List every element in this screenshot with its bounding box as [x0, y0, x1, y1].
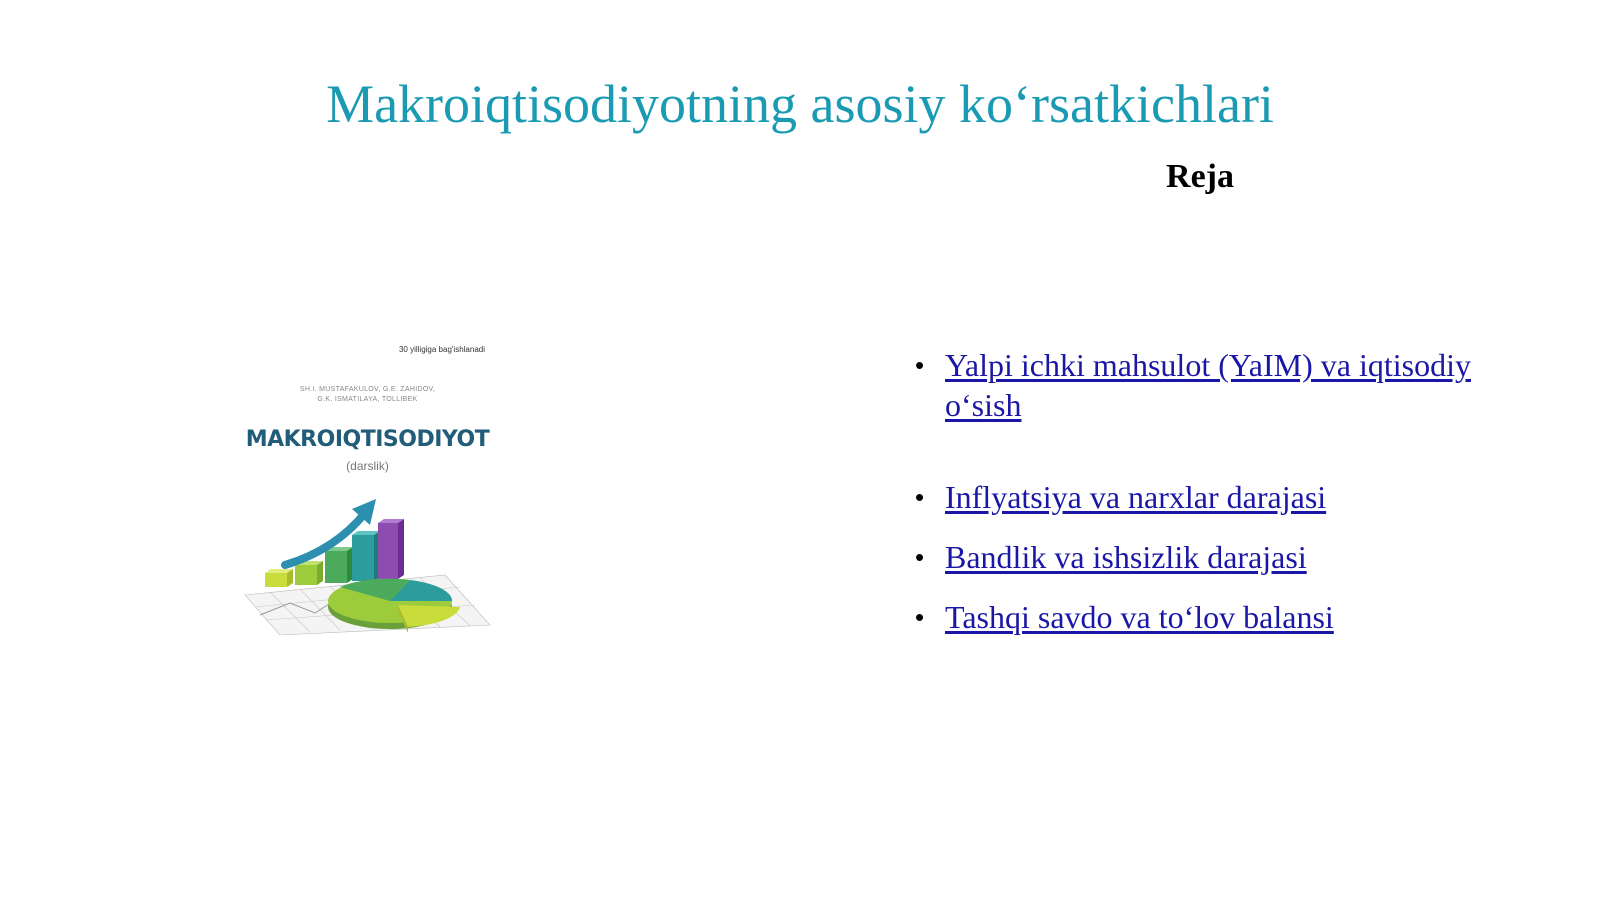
- bar-4: [352, 531, 380, 581]
- plan-link-trade[interactable]: Tashqi savdo va to‘lov balansi: [945, 599, 1334, 635]
- bullet-icon: •: [915, 482, 925, 512]
- list-item: [915, 477, 1515, 517]
- book-title: MAKROIQTISODIYOT: [245, 427, 490, 452]
- bar-1: [265, 569, 293, 587]
- bar-3: [325, 547, 353, 583]
- book-cover-image: [240, 345, 495, 645]
- book-subtitle: (darslik): [346, 459, 389, 473]
- slide-title: Makroiqtisodiyotning asosiy ko‘rsatkichlari: [326, 74, 1274, 134]
- plan-link-employment[interactable]: Bandlik va ishsizlik darajasi: [945, 539, 1307, 575]
- book-authors-line2: G.K. ISMATILAYA, TOLLIBEK: [317, 396, 418, 403]
- list-item: [915, 597, 1515, 637]
- slide-subtitle: Reja: [1166, 158, 1234, 195]
- bullet-icon: •: [915, 350, 925, 380]
- book-authors: [240, 385, 495, 405]
- book-authors-line1: SH.I. MUSTAFAKULOV, G.E. ZAHIDOV,: [299, 386, 436, 393]
- book-tagline: [399, 345, 485, 355]
- bullet-icon: •: [915, 602, 925, 632]
- plan-link-inflation[interactable]: Inflyatsiya va narxlar darajasi: [945, 479, 1327, 515]
- bar-group: [265, 519, 404, 587]
- list-item: [915, 537, 1515, 577]
- plan-list: [915, 345, 1515, 637]
- bar-2: [295, 561, 323, 585]
- book-tagline-text: 30 yilligiga bag'ishlanadi: [398, 345, 485, 354]
- plan-link-gdp[interactable]: Yalpi ichki mahsulot (YaIM) va iqtisodiy o‘sish: [945, 347, 1471, 423]
- growth-chart-illustration: [240, 495, 495, 635]
- list-item: [915, 345, 1515, 425]
- bullet-icon: •: [915, 542, 925, 572]
- bar-5: [378, 519, 404, 579]
